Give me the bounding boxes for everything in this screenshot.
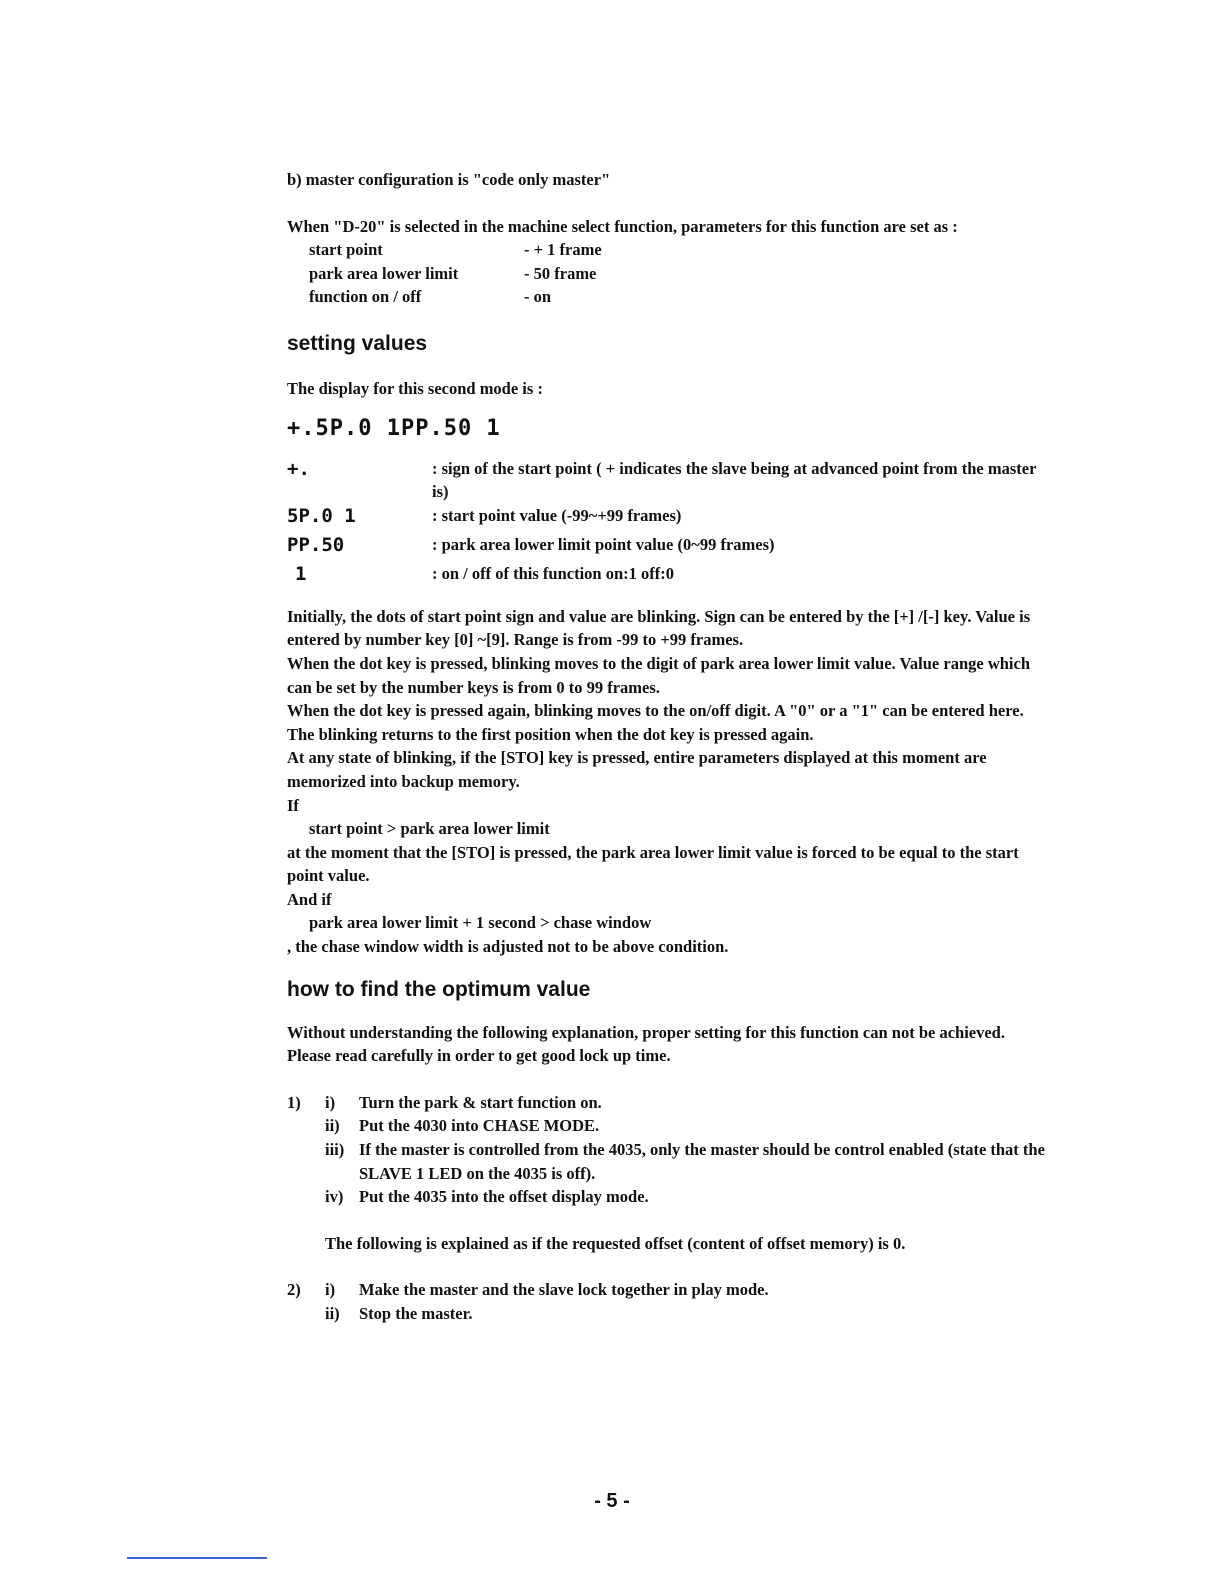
- page-number: - 5 -: [594, 1490, 630, 1512]
- setting-values-heading: setting values: [287, 331, 428, 355]
- display-readout: +.5P.0 1PP.50 1: [287, 415, 501, 441]
- step-item: 1) i) Turn the park & start function on.: [287, 1092, 602, 1112]
- step-item: ii) Stop the master.: [325, 1304, 473, 1323]
- condition-2: park area lower limit + 1 second > chase window: [309, 913, 652, 933]
- section-subtitle: b) master configuration is "code only master": [287, 170, 611, 189]
- step-1-list: [287, 1091, 1047, 1209]
- display-legend: [287, 457, 1047, 587]
- step-item: 2) i) Make the master and the slave lock together in play mode.: [287, 1280, 769, 1300]
- offset-note: The following is explained as if the requested offset (content of offset memory) is 0.: [325, 1233, 906, 1253]
- condition-1: start point > park area lower limit: [309, 819, 550, 839]
- legend-row: +. : sign of the start point ( + indicates the slave being at advanced point from the master is): [287, 457, 1037, 502]
- document-page: [287, 168, 1047, 1326]
- step-item: ii) Put the 4030 into CHASE MODE.: [325, 1116, 600, 1136]
- legend-row: PP.50 : park area lower limit point value (0~99 frames): [287, 533, 775, 556]
- step-2-list: [287, 1278, 1047, 1325]
- body-paragraph: At any state of blinking, if the [STO] key is pressed, entire parameters displayed at this moment are memorized into backup memory.: [287, 748, 987, 791]
- legend-row: 1 : on / off of this function on:1 off:0: [295, 562, 674, 585]
- step-item: iv) Put the 4035 into the offset display mode.: [325, 1187, 649, 1207]
- default-row: park area lower limit - 50 frame: [309, 263, 597, 283]
- default-parameters: [287, 238, 1047, 309]
- default-row: function on / off - on: [309, 287, 552, 307]
- body-paragraph: When the dot key is pressed again, blinking moves to the on/off digit. A "0" or a "1" can be entered here.: [287, 701, 1024, 721]
- body-paragraph: If: [287, 795, 299, 815]
- default-row: start point - + 1 frame: [309, 240, 602, 260]
- display-intro: The display for this second mode is :: [287, 378, 543, 398]
- step-item: iii) If the master is controlled from the 4035, only the master should be control enabled (state that the SLAVE 1 LED on the 4035 is off).: [325, 1140, 1045, 1183]
- optimum-intro: Without understanding the following explanation, proper setting for this function can not be achieved. Please read carefully in order to get good lock up time.: [287, 1022, 1005, 1066]
- condition-1-consequence: at the moment that the [STO] is pressed, the park area lower limit value is forced to be equal to the start point value.: [287, 842, 1019, 886]
- condition-2-consequence: , the chase window width is adjusted not to be above condition.: [287, 937, 729, 957]
- optimum-heading: how to find the optimum value: [287, 977, 591, 1001]
- legend-row: 5P.0 1 : start point value (-99~+99 frames): [287, 504, 682, 527]
- body-paragraph: When the dot key is pressed, blinking moves to the digit of park area lower limit value. Value range which can be set by the number keys is from 0 to 99 frames.: [287, 653, 1030, 697]
- intro-paragraph: When "D-20" is selected in the machine select function, parameters for this function are set as :: [287, 216, 958, 236]
- setting-body: [287, 605, 1047, 959]
- and-if: And if: [287, 889, 332, 909]
- body-paragraph: The blinking returns to the first position when the dot key is pressed again.: [287, 724, 814, 744]
- footnote-rule: [127, 1557, 267, 1559]
- body-paragraph: Initially, the dots of start point sign and value are blinking. Sign can be entered by the [+] /[-] key. Value is entered by number key [0] ~[9]. Range is from -99 to +99 frames.: [287, 606, 1031, 650]
